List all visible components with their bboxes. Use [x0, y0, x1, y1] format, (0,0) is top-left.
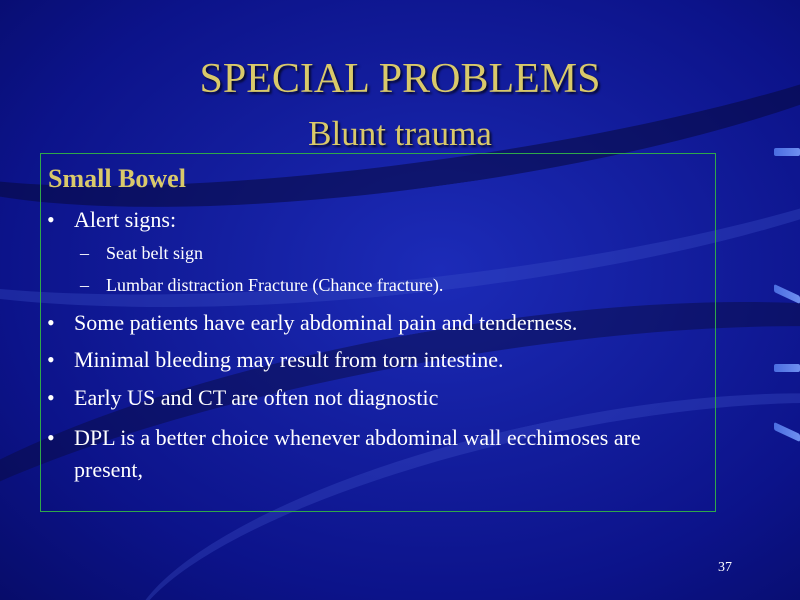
sub-bullet-item — [41, 273, 443, 297]
bullet-marker: • — [47, 347, 55, 372]
bullet-item — [41, 204, 701, 236]
bullet-item — [41, 382, 701, 414]
bullet-text: Early US and CT are often not diagnostic — [74, 385, 439, 410]
content-box — [40, 153, 716, 512]
sub-bullet-marker: – — [80, 243, 89, 263]
edge-decoration — [774, 364, 800, 372]
bullet-text: DPL is a better choice whenever abdominal wall ecchimoses are present, — [74, 425, 641, 482]
slide-title: SPECIAL PROBLEMS — [199, 56, 601, 102]
bullet-marker: • — [47, 385, 55, 410]
sub-bullet-text: Seat belt sign — [106, 243, 203, 263]
bullet-text: Alert signs: — [74, 207, 177, 232]
bullet-marker: • — [47, 207, 55, 232]
bullet-marker: • — [47, 425, 55, 450]
edge-decoration — [774, 284, 800, 304]
bullet-item — [41, 307, 701, 339]
bullet-text: Some patients have early abdominal pain and tenderness. — [74, 310, 578, 335]
bullet-text: Minimal bleeding may result from torn intestine. — [74, 347, 504, 372]
bullet-marker: • — [47, 310, 55, 335]
page-number: 37 — [718, 560, 732, 575]
sub-bullet-marker: – — [80, 275, 89, 295]
section-heading: Small Bowel — [48, 164, 186, 193]
slide-subtitle: Blunt trauma — [308, 114, 492, 153]
sub-bullet-text: Lumbar distraction Fracture (Chance fracture). — [106, 275, 444, 295]
bullet-item — [41, 344, 701, 376]
bullet-item — [41, 422, 701, 486]
edge-decoration — [774, 422, 800, 442]
sub-bullet-item — [41, 241, 203, 265]
